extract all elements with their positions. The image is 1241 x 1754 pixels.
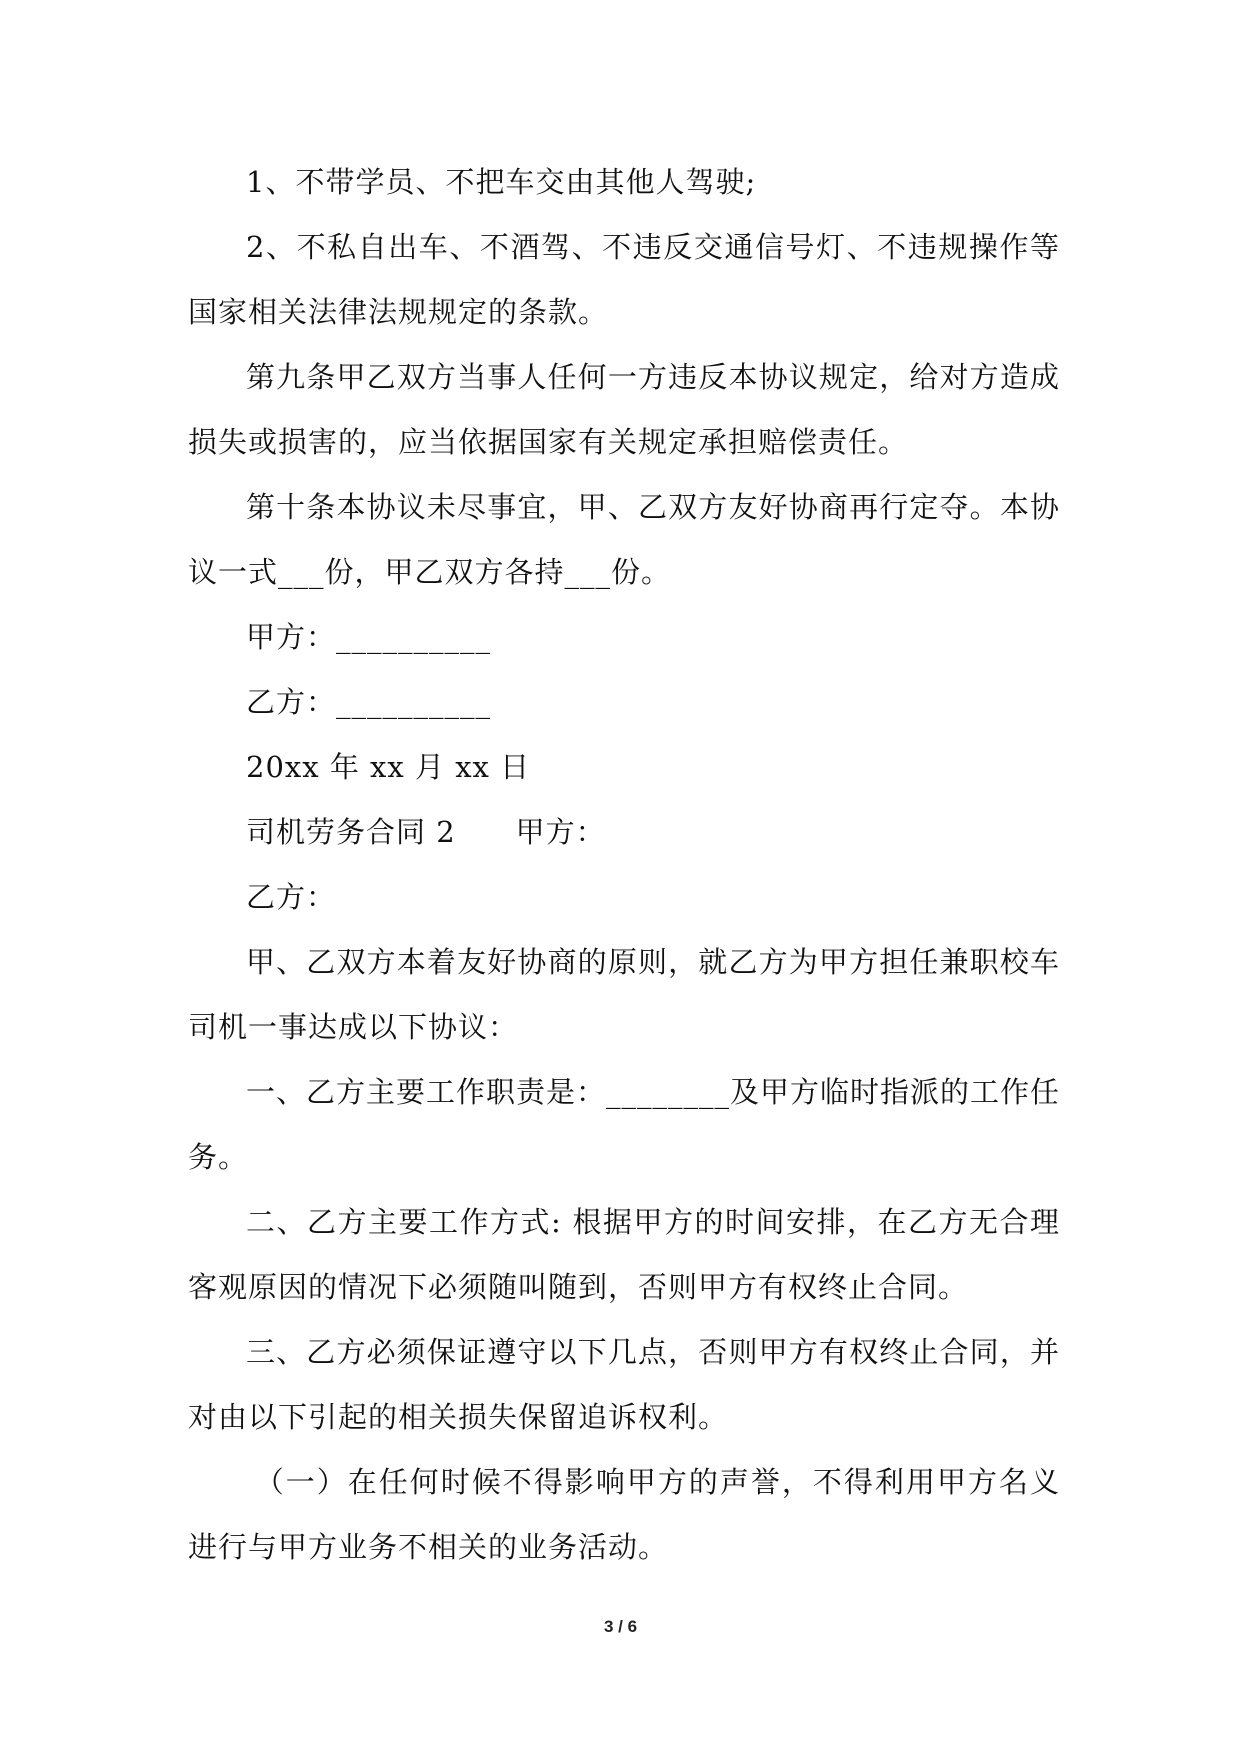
paragraph-article-10: 第十条本协议未尽事宜，甲、乙双方友好协商再行定夺。本协议一式___份，甲乙双方各持___份。 (188, 490, 1060, 589)
paragraph-duty-1: 一、乙方主要工作职责是：________及甲方临时指派的工作任务。 (188, 1075, 1061, 1174)
contract-party-a-label: 甲方： (515, 815, 606, 849)
document-body (188, 150, 1060, 1580)
party-a-signature-line: 甲方：__________ (246, 620, 492, 654)
contract-heading-line (188, 800, 1060, 865)
paragraph-preamble: 甲、乙双方本着友好协商的原则，就乙方为甲方担任兼职校车司机一事达成以下协议： (188, 945, 1060, 1044)
party-b-signature-line: 乙方：__________ (246, 685, 492, 719)
contract-title: 司机劳务合同 2 (246, 815, 456, 849)
contract-party-b-label: 乙方： (246, 880, 337, 914)
paragraph-duty-3: 三、乙方必须保证遵守以下几点，否则甲方有权终止合同，并对由以下引起的相关损失保留追诉权利。 (188, 1335, 1060, 1434)
paragraph-subclause-1: （一）在任何时候不得影响甲方的声誉，不得利用甲方名义进行与甲方业务不相关的业务活动。 (188, 1465, 1060, 1564)
paragraph-clause-2: 2、不私自出车、不酒驾、不违反交通信号灯、不违规操作等国家相关法律法规规定的条款。 (188, 230, 1060, 329)
page-number: 3 / 6 (603, 1617, 638, 1636)
paragraph-article-9: 第九条甲乙双方当事人任何一方违反本协议规定，给对方造成损失或损害的，应当依据国家有关规定承担赔偿责任。 (188, 360, 1060, 459)
signing-date: 20xx 年 xx 月 xx 日 (246, 750, 531, 784)
paragraph-clause-1: 1、不带学员、不把车交由其他人驾驶; (246, 165, 757, 199)
paragraph-duty-2: 二、乙方主要工作方式: 根据甲方的时间安排，在乙方无合理客观原因的情况下必须随叫随到，否则甲方有权终止合同。 (188, 1205, 1060, 1304)
